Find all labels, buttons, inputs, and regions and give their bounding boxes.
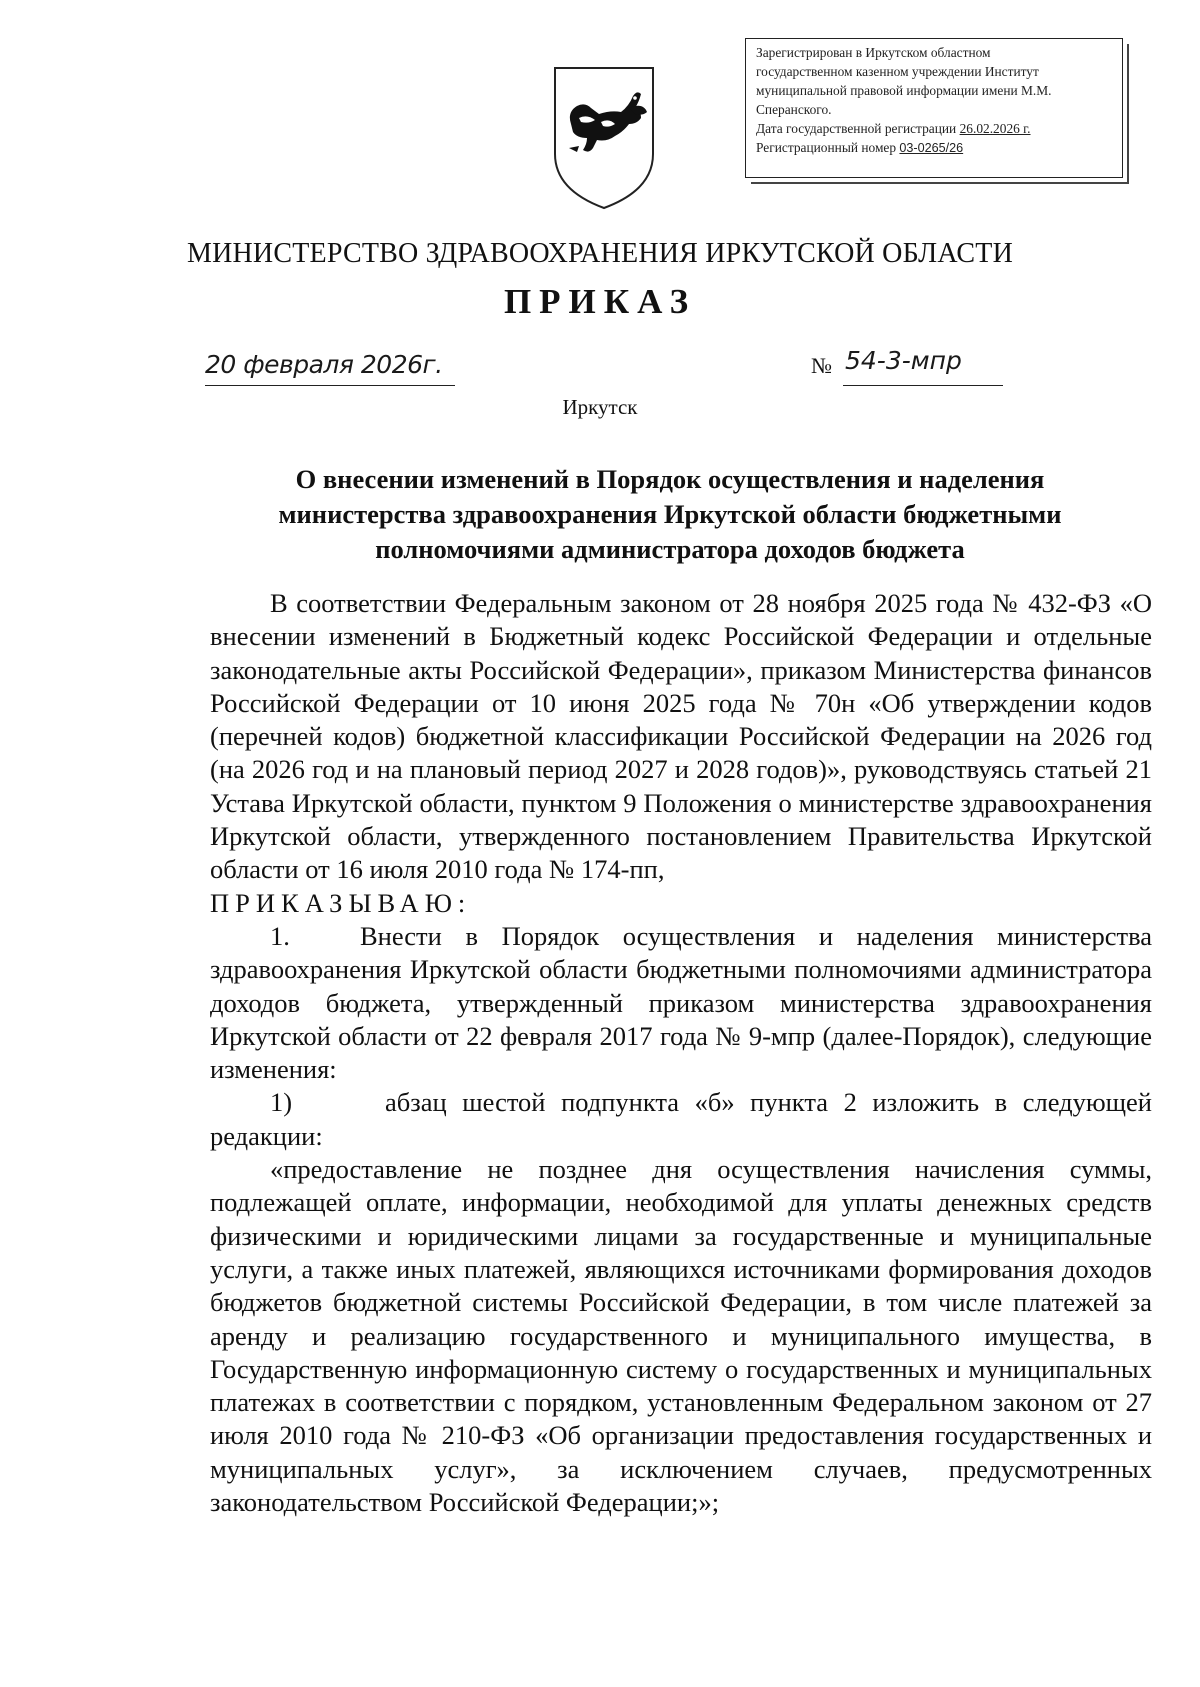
preamble-paragraph: В соответствии Федеральным законом от 28 ноября 2025 года № 432-ФЗ «О внесении изменений в Бюджетный кодекс Российской Федерации и отдельные законодательные акты Российской Федерации», приказом Министерства финансов Российской Федерации от 10 июня 2025 года № 70н «Об утверждении кодов (перечней кодов) бюджетной классификации Российской Федерации на 2026 год (на 2026 год и на плановый период 2027 и 2028 годов)», руководствуясь статьей 21 Устава Иркутской области, пунктом 9 Положения о министерстве здравоохранения Иркутской области, утвержденного постановлением Правительства Иркутской области от 16 июля 2010 года № 174-пп, (210, 588, 1152, 885)
quoted-paragraph: «предоставление не позднее дня осуществления начисления суммы, подлежащей оплате, информации, необходимой для уплаты денежных средств физическими и юридическими лицами за государственные и муниципальные услуги, а также иных платежей, являющихся источниками формирования доходов бюджетов бюджетной системы Российской Федерации, в том числе платежей за аренду и реализацию государственного и муниципального имущества, в Государственную информационную систему о государственных и муниципальных платежах в соответствии с порядком, установленным Федеральном законом от 27 июля 2010 года № 210-ФЗ «Об организации предоставления государственных и муниципальных услуг», за исключением случаев, предусмотренных законодательством Российской Федерации;»; (210, 1154, 1152, 1518)
irkutsk-coat-of-arms-icon (549, 62, 659, 212)
item-1-number: 1. (270, 920, 290, 951)
title-line-3: полномочиями администратора доходов бюджета (375, 534, 965, 564)
registration-line-3: муниципальной правовой информации имени М.М. (756, 83, 1052, 98)
handwritten-date: 20 февраля 2026г. (205, 350, 443, 379)
registration-number-label: Регистрационный номер (756, 140, 897, 155)
item-1 (210, 920, 1152, 1086)
number-underline (843, 385, 1003, 386)
document-type: ПРИКАЗ (503, 282, 697, 321)
handwritten-number: 54-3-мпр (845, 346, 962, 375)
subitem-1-number: 1) (270, 1087, 293, 1118)
registration-stamp (745, 38, 1123, 178)
registration-date-value: 26.02.2026 г. (959, 121, 1031, 136)
date-underline (205, 385, 455, 386)
registration-number-value: 03-0265/26 (899, 141, 964, 155)
registration-date-label: Дата государственной регистрации (756, 121, 957, 136)
title-line-1: О внесении изменений в Порядок осуществления и наделения (295, 464, 1045, 494)
document-body (210, 587, 1152, 1519)
ministry-name: МИНИСТЕРСТВО ЗДРАВООХРАНЕНИЯ ИРКУТСКОЙ ОБЛАСТИ (186, 238, 1013, 269)
item-1-text: Внести в Порядок осуществления и наделения министерства здравоохранения Иркутской области бюджетными полномочиями администратора доходов бюджета, утвержденный приказом министерства здравоохранения Иркутской области от 22 февраля 2017 года № 9-мпр (далее-Порядок), следующие изменения: (210, 920, 1152, 1085)
registration-line-4: Сперанского. (756, 102, 832, 117)
subitem-1-text: абзац шестой подпункта «б» пункта 2 изложить в следующей редакции: (210, 1087, 1152, 1151)
registration-line-1: Зарегистрирован в Иркутском областном (756, 45, 991, 60)
order-word: ПРИКАЗЫВАЮ: (210, 887, 472, 918)
title-line-2: министерства здравоохранения Иркутской области бюджетными (278, 499, 1062, 529)
registration-number-row (756, 138, 1112, 158)
registration-date-row (756, 119, 1112, 138)
number-sign: № (811, 353, 832, 378)
subitem-1 (210, 1086, 1152, 1153)
registration-line-2: государственном казенном учреждении Институт (756, 64, 1039, 79)
document-title (240, 462, 1100, 567)
city: Иркутск (562, 395, 638, 419)
